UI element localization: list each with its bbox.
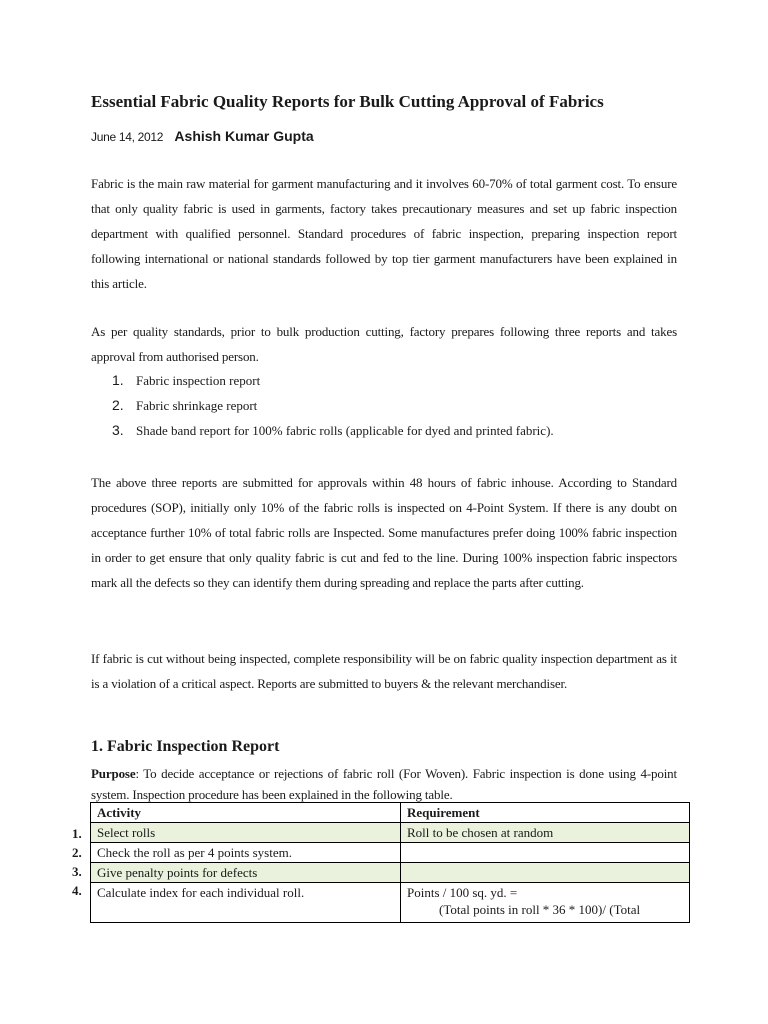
article-title: Essential Fabric Quality Reports for Bulk Cutting Approval of Fabrics [91,92,604,111]
inspection-procedure-table [90,802,690,923]
section-heading: 1. Fabric Inspection Report [91,738,280,755]
table-row [91,883,690,923]
requirement-line: Points / 100 sq. yd. = [407,885,518,900]
activity-cell: Check the roll as per 4 points system. [91,843,401,863]
row-number: 4. [72,883,82,898]
activity-cell: Give penalty points for defects [91,863,401,883]
publish-date: June 14, 2012 [91,130,164,144]
list-item-text: Shade band report for 100% fabric rolls (applicable for dyed and printed fabric). [136,423,554,438]
header-activity: Activity [91,803,401,823]
list-item-number: 2. [112,397,124,413]
purpose-paragraph [91,763,677,805]
author-name: Ashish Kumar Gupta [174,128,314,144]
table-header-row [91,803,690,823]
table-row [91,863,690,883]
reports-list [91,368,554,443]
list-item [91,393,554,418]
requirement-cell [401,843,690,863]
list-item [91,368,554,393]
list-item [91,418,554,443]
activity-cell: Select rolls [91,823,401,843]
responsibility-paragraph: If fabric is cut without being inspected, complete responsibility will be on fabric quality inspection department as it is a violation of a critical aspect. Reports are submitted to buyers & the relevant merchandiser. [91,651,677,691]
activity-cell: Calculate index for each individual roll. [91,883,401,923]
table-row [91,843,690,863]
list-item-number: 1. [112,372,124,388]
requirement-cell [401,883,690,923]
standards-paragraph: As per quality standards, prior to bulk production cutting, factory prepares following three reports and takes approval from authorised person. [91,324,677,364]
requirement-cell [401,863,690,883]
intro-paragraph: Fabric is the main raw material for garment manufacturing and it involves 60-70% of total garment cost. To ensure that only quality fabric is used in garments, factory takes precautionary measures and set up fabric inspection department with qualified personnel. Standard procedures of fabric inspection, preparing inspection report following international or national standards followed by top tier garment manufacturers have been explained in this article. [91,176,677,291]
requirement-cell: Roll to be chosen at random [401,823,690,843]
list-item-text: Fabric shrinkage report [136,398,258,413]
requirement-line: (Total points in roll * 36 * 100)/ (Total [439,902,641,917]
list-item-number: 3. [112,422,124,438]
purpose-text: : To decide acceptance or rejections of fabric roll (For Woven). Fabric inspection is done using 4-point system. Inspection procedure has been explained in the following table. [91,766,677,802]
table-row [91,823,690,843]
sop-paragraph: The above three reports are submitted for approvals within 48 hours of fabric inhouse. According to Standard procedures (SOP), initially only 10% of the fabric rolls is inspected on 4-Point System. If there is any doubt on acceptance further 10% of total fabric rolls are Inspected. Some manufactures prefer doing 100% fabric inspection in order to get ensure that only quality fabric is cut and fed to the line. During 100% inspection fabric inspectors mark all the defects so they can identify them during spreading and replace the parts after cutting. [91,475,677,590]
byline [91,128,314,145]
list-item-text: Fabric inspection report [136,373,261,388]
header-requirement: Requirement [401,803,690,823]
purpose-label: Purpose [91,766,136,781]
row-number: 2. [72,845,82,860]
row-number: 1. [72,826,82,841]
row-number: 3. [72,864,82,879]
